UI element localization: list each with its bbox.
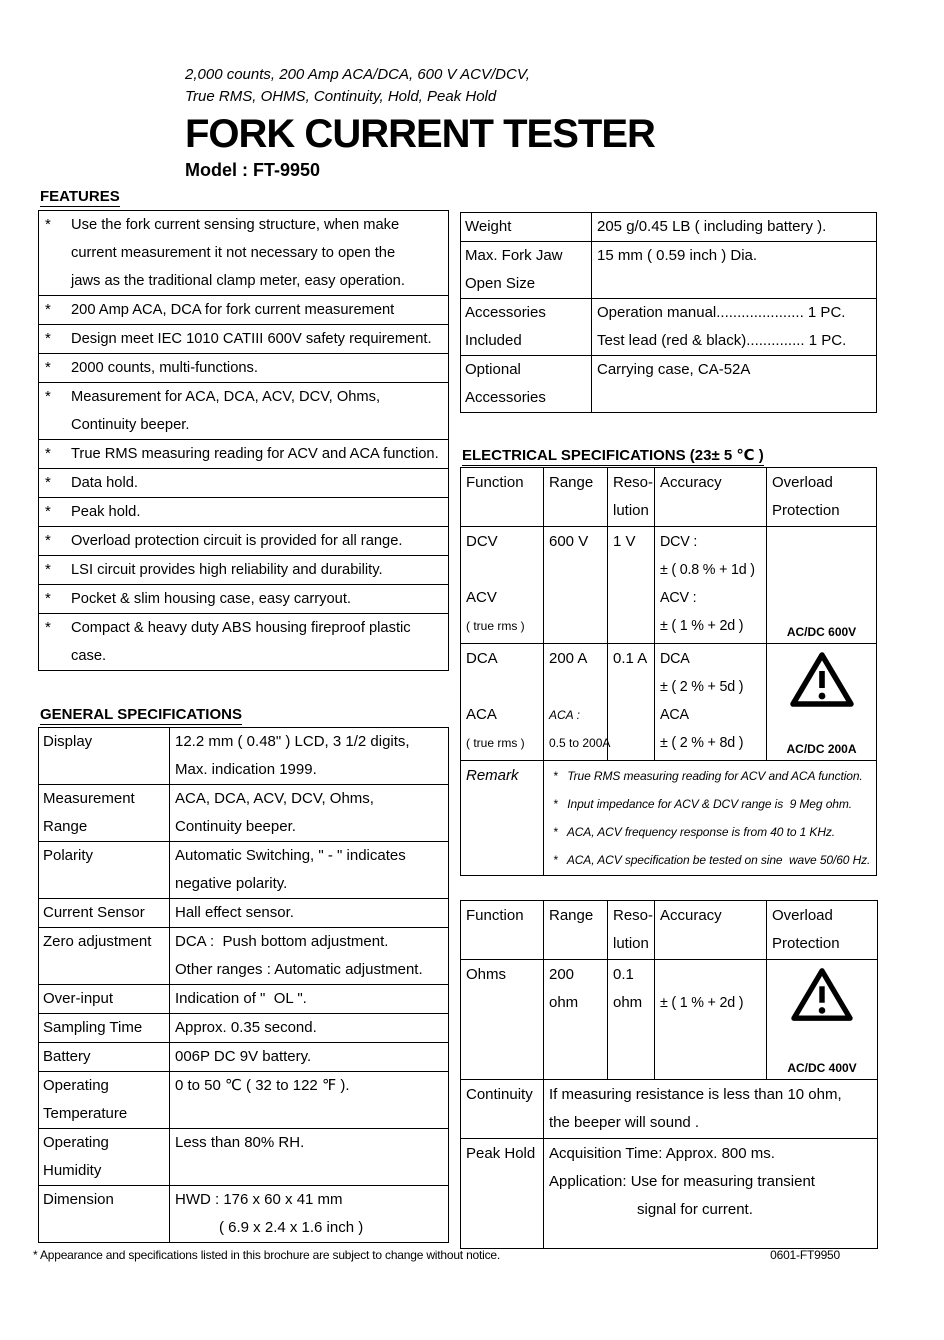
row-value: 006P DC 9V battery.: [175, 1048, 312, 1065]
electrical-spec-table-1: [460, 467, 877, 876]
col-header-resolution: Reso-: [613, 907, 654, 924]
table-header-row: [461, 468, 876, 526]
feature-bullet: *: [45, 503, 51, 520]
electrical-specifications-heading: ELECTRICAL SPECIFICATIONS (23± 5 ℃ ): [462, 447, 764, 464]
feature-text: Continuity beeper.: [71, 417, 190, 433]
accuracy-value: ± ( 1 % + 2d ): [660, 995, 744, 1011]
col-header-overload: Protection: [772, 502, 840, 519]
table-row: [39, 927, 448, 984]
subtitle-line-1: 2,000 counts, 200 Amp ACA/DCA, 600 V ACV/DCV,: [185, 66, 530, 83]
page-title: FORK CURRENT TESTER: [185, 112, 655, 156]
table-row: [39, 728, 448, 784]
general-specifications-heading: GENERAL SPECIFICATIONS: [40, 706, 242, 723]
function-value: DCA: [466, 650, 498, 667]
feature-item: [39, 295, 448, 324]
feature-item: [39, 584, 448, 613]
model-number: Model : FT-9950: [185, 160, 321, 180]
resolution-value: 0.1: [613, 966, 634, 983]
row-value: Operation manual..................... 1 PC.: [597, 304, 846, 321]
subtitle-line-2: True RMS, OHMS, Continuity, Hold, Peak Hold: [185, 88, 497, 105]
row-value: If measuring resistance is less than 10 ohm,: [549, 1086, 842, 1103]
feature-item: [39, 324, 448, 353]
feature-text: Peak hold.: [71, 504, 141, 520]
row-value: signal for current.: [637, 1201, 753, 1218]
table-row-dcv-acv: [461, 526, 876, 643]
feature-item: [39, 353, 448, 382]
feature-text: Design meet IEC 1010 CATIII 600V safety requirement.: [71, 331, 432, 347]
row-label: Accessories: [465, 304, 546, 321]
function-value: ACA: [466, 706, 497, 723]
feature-bullet: *: [45, 619, 51, 636]
row-value: Indication of " OL ".: [175, 990, 307, 1007]
row-label: Humidity: [43, 1162, 102, 1179]
features-heading: FEATURES: [40, 188, 120, 205]
row-value: Automatic Switching, " - " indicates: [175, 847, 406, 864]
accuracy-value: DCA: [660, 651, 690, 667]
table-row-ohms: [461, 959, 877, 1079]
feature-item: [39, 382, 448, 439]
feature-bullet: *: [45, 388, 51, 405]
table-row: [39, 898, 448, 927]
row-value: Application: Use for measuring transient: [549, 1173, 815, 1190]
col-header-resolution: lution: [613, 502, 649, 519]
table-header-row: [461, 901, 877, 959]
range-sub: ACA :: [549, 708, 580, 722]
overload-protection-value: AC/DC 200A: [786, 742, 857, 756]
feature-text: Compact & heavy duty ABS housing fireproof plastic: [71, 620, 411, 636]
row-value: HWD : 176 x 60 x 41 mm: [175, 1191, 343, 1208]
electrical-spec-table-2: [460, 900, 878, 1249]
row-label: Display: [43, 733, 93, 750]
row-value: Acquisition Time: Approx. 800 ms.: [549, 1145, 775, 1162]
row-label: Temperature: [43, 1105, 128, 1122]
feature-item: [39, 439, 448, 468]
warning-triangle-icon: [789, 966, 855, 1024]
row-value: negative polarity.: [175, 875, 288, 892]
accuracy-value: ACA: [660, 707, 689, 723]
function-note: ( true rms ): [466, 736, 525, 750]
feature-item: [39, 211, 448, 295]
range-value: ohm: [549, 994, 579, 1011]
col-header-function: Function: [466, 474, 524, 491]
feature-bullet: *: [45, 561, 51, 578]
accuracy-value: ± ( 2 % + 5d ): [660, 679, 744, 695]
table-row: [461, 298, 876, 355]
feature-text: current measurement it not necessary to open the: [71, 245, 396, 261]
table-row: [39, 784, 448, 841]
table-row-dca-aca: [461, 643, 876, 760]
range-value: 200: [549, 966, 575, 983]
table-row: [39, 1013, 448, 1042]
row-value: Hall effect sensor.: [175, 904, 294, 921]
row-label: Optional: [465, 361, 521, 378]
remark-label: Remark: [466, 767, 519, 784]
footer-note: * Appearance and specifications listed in this brochure are subject to change without notice.: [33, 1248, 501, 1262]
col-header-overload: Overload: [772, 474, 833, 491]
feature-bullet: *: [45, 474, 51, 491]
table-row: [39, 1128, 448, 1185]
function-note: ( true rms ): [466, 619, 525, 633]
row-label: Accessories: [465, 389, 546, 406]
feature-text: jaws as the traditional clamp meter, easy operation.: [71, 273, 405, 289]
feature-text: True RMS measuring reading for ACV and ACA function.: [71, 446, 439, 462]
feature-text: 200 Amp ACA, DCA for fork current measurement: [71, 302, 395, 318]
col-header-accuracy: Accuracy: [660, 907, 722, 924]
remark-text: * True RMS measuring reading for ACV and ACA function.: [553, 769, 863, 783]
table-row: [461, 213, 876, 241]
feature-bullet: *: [45, 359, 51, 376]
col-header-overload: Overload: [772, 907, 833, 924]
product-info-table: [460, 212, 877, 413]
row-label: Peak Hold: [466, 1145, 536, 1162]
col-header-resolution: Reso-: [613, 474, 654, 491]
row-label: Operating: [43, 1134, 109, 1151]
feature-bullet: *: [45, 590, 51, 607]
footer: [33, 1248, 840, 1262]
row-value: Carrying case, CA-52A: [597, 361, 751, 378]
row-label: Continuity: [466, 1086, 533, 1103]
col-header-range: Range: [549, 907, 594, 924]
feature-bullet: *: [45, 301, 51, 318]
row-value: ACA, DCA, ACV, DCV, Ohms,: [175, 790, 374, 807]
resolution-value: ohm: [613, 994, 643, 1011]
table-row: [461, 241, 876, 298]
accuracy-value: ± ( 2 % + 8d ): [660, 735, 744, 751]
row-value: 15 mm ( 0.59 inch ) Dia.: [597, 247, 758, 264]
table-row: [39, 841, 448, 898]
remark-text: * Input impedance for ACV & DCV range is 9 Meg ohm.: [553, 797, 852, 811]
overload-protection-value: AC/DC 600V: [786, 625, 857, 639]
accuracy-value: ± ( 0.8 % + 1d ): [660, 562, 755, 578]
row-label: Dimension: [43, 1191, 114, 1208]
table-row: [39, 1071, 448, 1128]
table-row-peak-hold: [461, 1138, 877, 1248]
feature-text: Measurement for ACA, DCA, ACV, DCV, Ohms,: [71, 389, 381, 405]
accuracy-value: ACV :: [660, 590, 697, 606]
row-label: Range: [43, 818, 88, 835]
table-row: [461, 355, 876, 412]
row-value: Max. indication 1999.: [175, 761, 317, 778]
row-label: Included: [465, 332, 522, 349]
function-value: ACV: [466, 589, 497, 606]
feature-item: [39, 613, 448, 670]
feature-text: LSI circuit provides high reliability and durability.: [71, 562, 383, 578]
remark-text: * ACA, ACV frequency response is from 40 to 1 KHz.: [553, 825, 836, 839]
feature-item: [39, 497, 448, 526]
row-label: Max. Fork Jaw: [465, 247, 563, 264]
feature-text: 2000 counts, multi-functions.: [71, 360, 258, 376]
row-value: Other ranges : Automatic adjustment.: [175, 961, 423, 978]
feature-bullet: *: [45, 216, 51, 233]
row-label: Current Sensor: [43, 904, 145, 921]
row-value: Less than 80% RH.: [175, 1134, 305, 1151]
row-value: DCA : Push bottom adjustment.: [175, 933, 389, 950]
table-row: [39, 1185, 448, 1242]
row-label: Battery: [43, 1048, 91, 1065]
function-value: Ohms: [466, 966, 507, 983]
feature-bullet: *: [45, 532, 51, 549]
feature-text: Overload protection circuit is provided for all range.: [71, 533, 403, 549]
row-value: 12.2 mm ( 0.48" ) LCD, 3 1/2 digits,: [175, 733, 410, 750]
feature-text: Use the fork current sensing structure, when make: [71, 217, 400, 233]
row-value: the beeper will sound .: [549, 1114, 700, 1131]
row-label: Zero adjustment: [43, 933, 152, 950]
feature-bullet: *: [45, 330, 51, 347]
feature-text: Pocket & slim housing case, easy carryout.: [71, 591, 352, 607]
row-label: Over-input: [43, 990, 114, 1007]
feature-bullet: *: [45, 445, 51, 462]
general-spec-table: [38, 727, 449, 1243]
row-label: Measurement: [43, 790, 135, 807]
accuracy-value: ± ( 1 % + 2d ): [660, 618, 744, 634]
footer-document-code: 0601-FT9950: [770, 1248, 840, 1262]
row-value: ( 6.9 x 2.4 x 1.6 inch ): [219, 1219, 364, 1236]
feature-text: case.: [71, 648, 107, 664]
overload-protection-value: AC/DC 400V: [787, 1061, 857, 1075]
table-row-remark: [461, 760, 876, 875]
row-value: Test lead (red & black).............. 1 PC.: [597, 332, 847, 349]
row-label: Sampling Time: [43, 1019, 143, 1036]
col-header-range: Range: [549, 474, 594, 491]
col-header-resolution: lution: [613, 935, 649, 952]
row-value: Continuity beeper.: [175, 818, 296, 835]
row-label: Polarity: [43, 847, 94, 864]
row-value: Approx. 0.35 second.: [175, 1019, 317, 1036]
function-value: DCV: [466, 533, 498, 550]
row-label: Operating: [43, 1077, 109, 1094]
row-value: 0 to 50 ℃ ( 32 to 122 ℉ ).: [175, 1077, 350, 1094]
feature-item: [39, 526, 448, 555]
col-header-accuracy: Accuracy: [660, 474, 722, 491]
warning-triangle-icon: [788, 650, 856, 710]
feature-item: [39, 555, 448, 584]
row-label: Weight: [465, 218, 512, 235]
row-label: Open Size: [465, 275, 536, 292]
range-sub: 0.5 to 200A: [549, 736, 611, 750]
col-header-overload: Protection: [772, 935, 840, 952]
table-row: [39, 1042, 448, 1071]
header: [185, 64, 655, 181]
resolution-value: 1 V: [613, 533, 636, 550]
features-table: [38, 210, 449, 671]
accuracy-value: DCV :: [660, 534, 698, 550]
feature-text: Data hold.: [71, 475, 138, 491]
table-row: [39, 984, 448, 1013]
range-value: 200 A: [549, 650, 588, 667]
range-value: 600 V: [549, 533, 589, 550]
col-header-function: Function: [466, 907, 524, 924]
feature-item: [39, 468, 448, 497]
resolution-value: 0.1 A: [613, 650, 648, 667]
remark-text: * ACA, ACV specification be tested on sine wave 50/60 Hz.: [553, 853, 871, 867]
table-row-continuity: [461, 1079, 877, 1138]
row-value: 205 g/0.45 LB ( including battery ).: [597, 218, 827, 235]
